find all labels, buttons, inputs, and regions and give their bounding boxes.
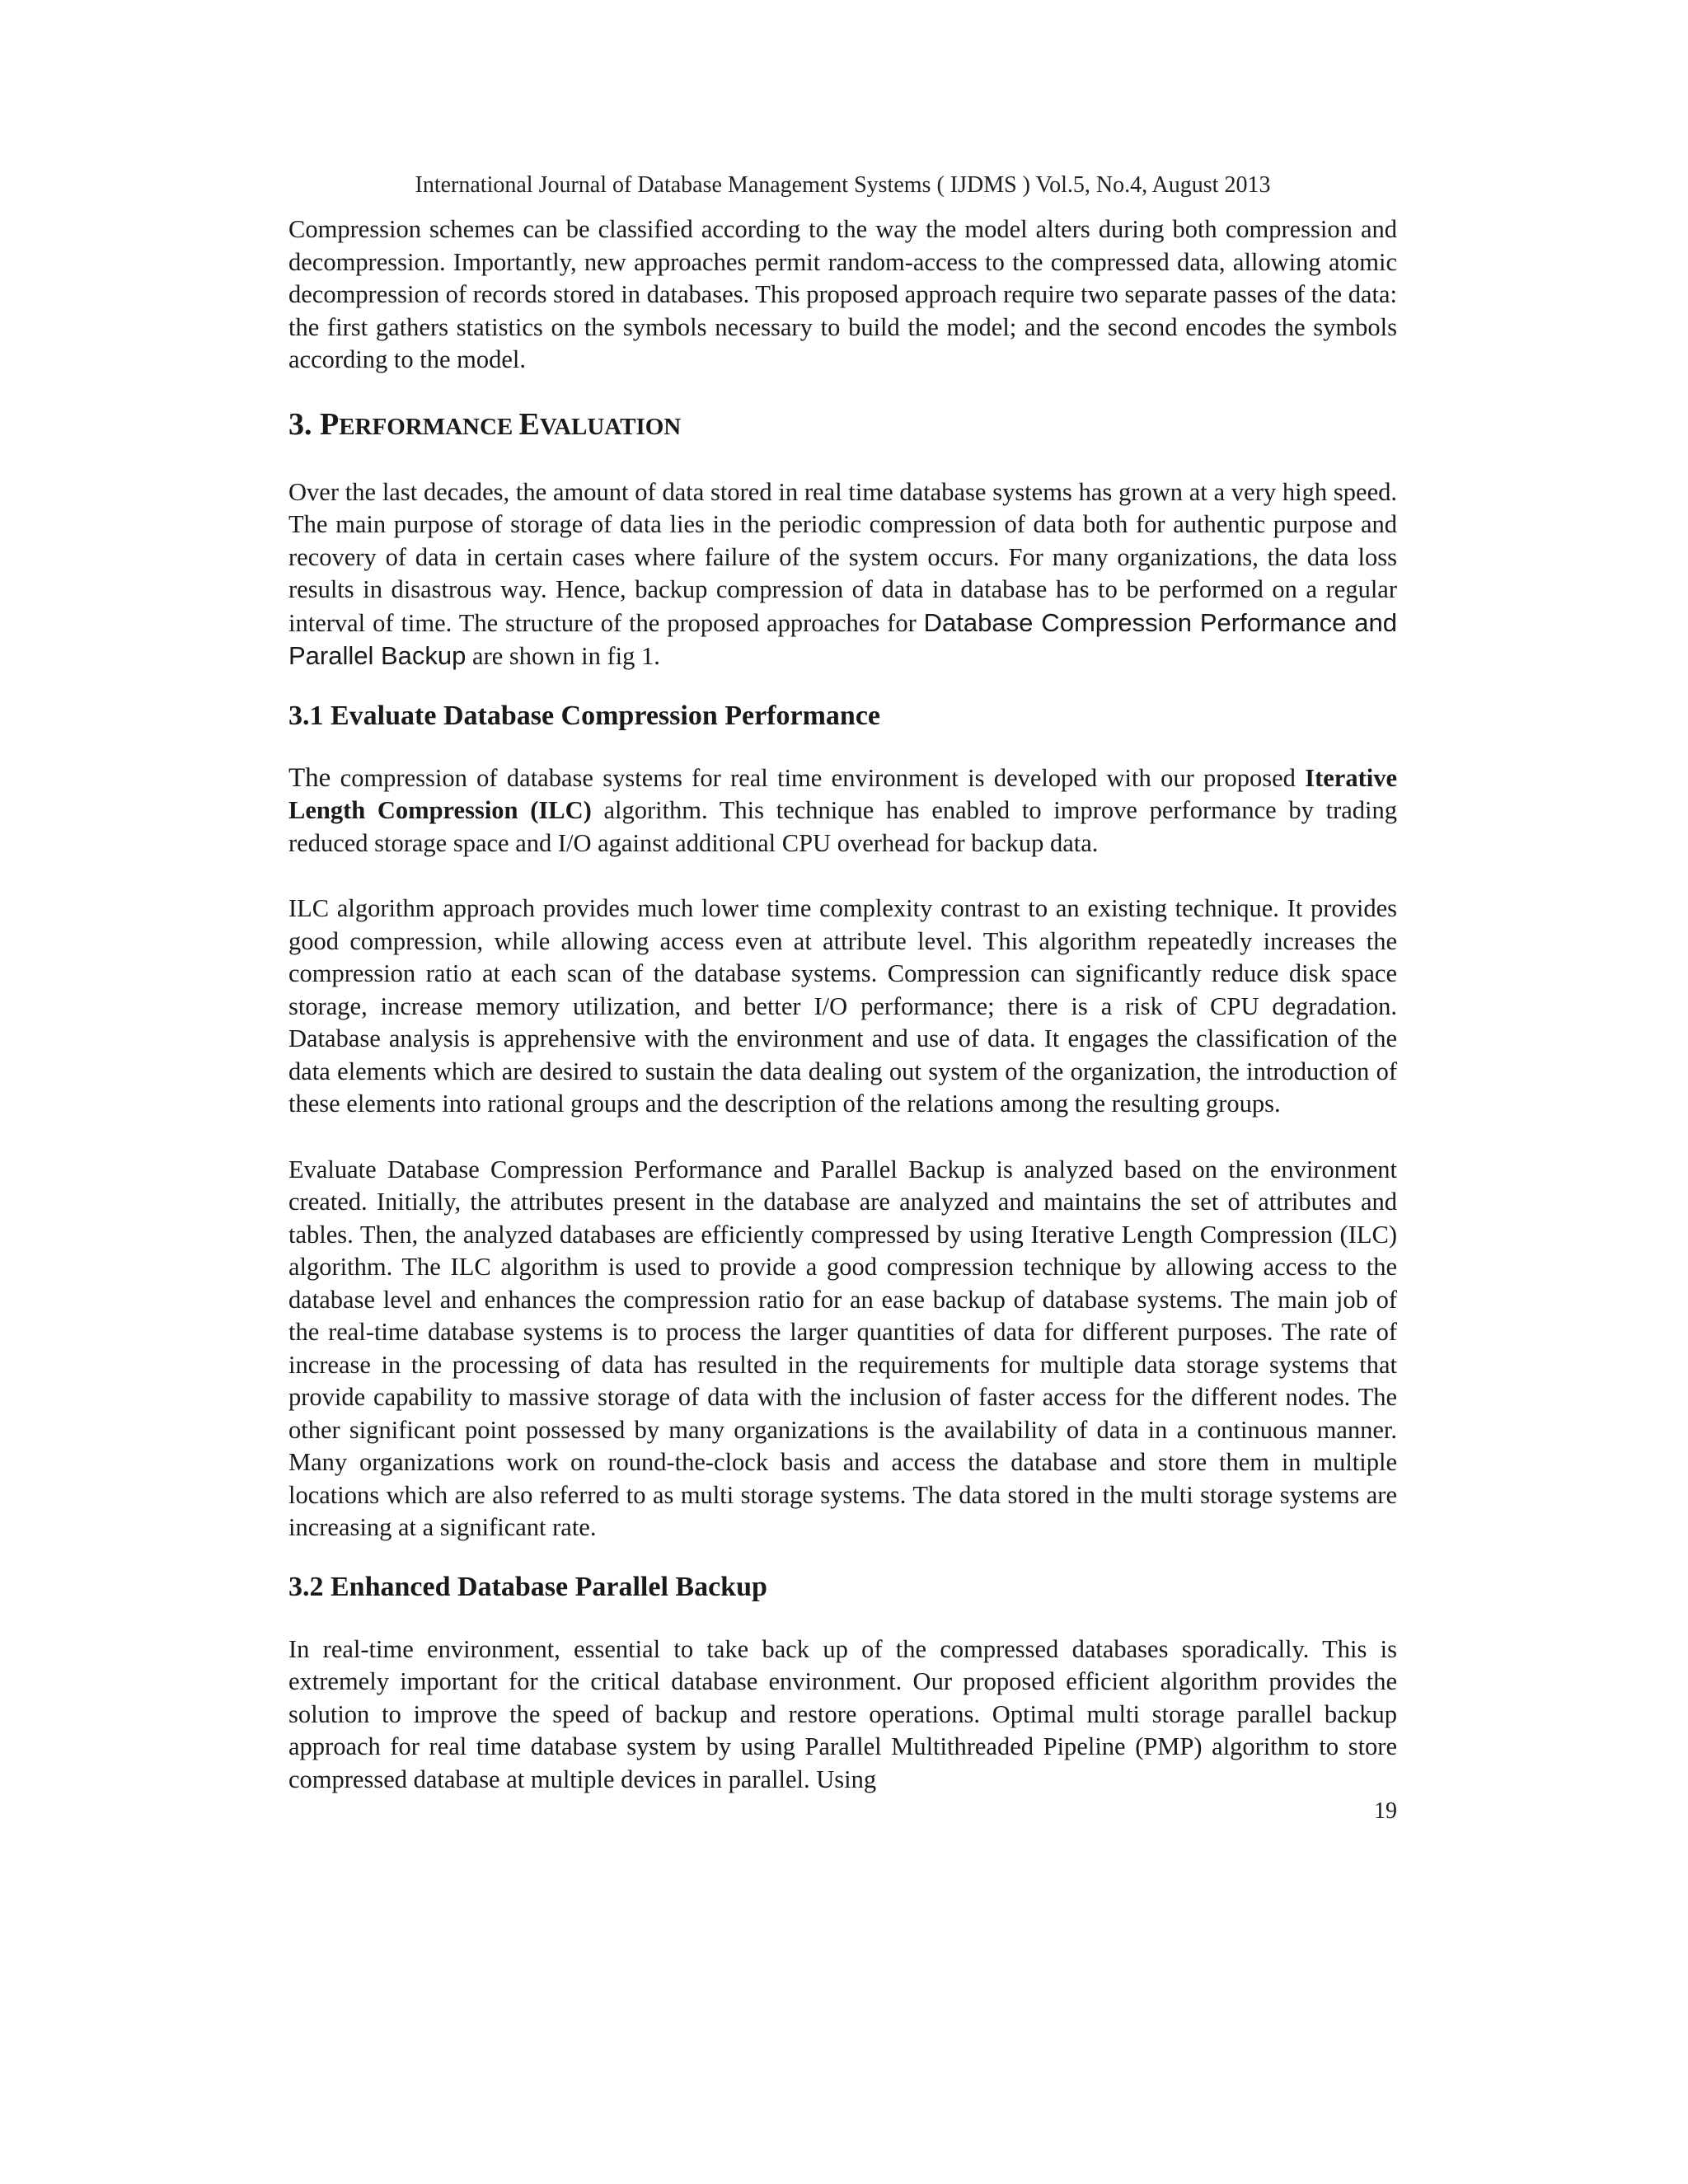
section-3-paragraph xyxy=(288,476,1397,673)
section-3-paragraph-lead: Over the last decades, the amount of data stored in real time database systems has grown at a very high speed. The main purpose of storage of data lies in the periodic compression of data both for authentic purpose and recovery of data in certain cases where failure of the system occurs. For many organizations, the data loss results in disastrous way. Hence, backup compression of data in database has to be performed on a regular interval of time. The structure of the proposed approaches for xyxy=(288,477,1397,637)
section-3-number: 3. xyxy=(288,406,320,442)
section-3-heading xyxy=(288,405,1397,447)
running-header: International Journal of Database Management Systems ( IJDMS ) Vol.5, No.4, August 2013 xyxy=(415,172,1271,198)
section-3-paragraph-sans: Database Compression Performance and Parallel Backup xyxy=(288,607,1397,670)
section-3-title-p-rest: ERFORMANCE xyxy=(339,413,519,440)
paragraph-gap xyxy=(288,860,1397,893)
section-3-2-paragraph-1: In real-time environment, essential to take back up of the compressed databases sporadically. This is extremely important for the critical database environment. Our proposed efficient algorithm provides the solution to improve the speed of backup and restore operations. Optimal multi storage parallel backup approach for real time database system by using Parallel Multithreaded Pipeline (PMP) algorithm to store compressed database at multiple devices in parallel. Using xyxy=(288,1634,1397,1793)
section-3-1-p1-lead: compression of database systems for real time environment is developed with our proposed xyxy=(331,763,1306,792)
paper-page xyxy=(288,169,1397,1825)
section-3-title-p-initial: P xyxy=(320,406,340,442)
section-3-title-e-initial: E xyxy=(518,406,540,442)
paragraph-gap xyxy=(288,1121,1397,1154)
intro-paragraph: Compression schemes can be classified according to the way the model alters during both compression and decompression. Importantly, new approaches permit random-access to the compressed data, allowing atomic decompression of records stored in databases. This proposed approach require two separate passes of the data: the first gathers statistics on the symbols necessary to build the model; and the second encodes the symbols according to the model. xyxy=(288,215,1397,373)
section-3-2-heading: 3.2 Enhanced Database Parallel Backup xyxy=(288,1571,767,1602)
section-3-title-e-rest: VALUATION xyxy=(539,413,682,440)
section-3-1-paragraph-1 xyxy=(288,762,1397,860)
section-3-1-paragraph-2: ILC algorithm approach provides much lower time complexity contrast to an existing technique. It provides good compression, while allowing access even at attribute level. This algorithm repeatedly increases the compression ratio at each scan of the database systems. Compression can significantly reduce disk space storage, increase memory utilization, and better I/O performance; there is a risk of CPU degradation. Database analysis is apprehensive with the environment and use of data. It engages the classification of the data elements which are desired to sustain the data dealing out system of the organization, the introduction of these elements into rational groups and the description of the relations among the resulting groups. xyxy=(288,894,1397,1118)
section-3-1-p1-bold: Iterative Length Compression (ILC) xyxy=(288,763,1397,824)
section-3-1-p1-tail: algorithm. This technique has enabled to improve performance by trading reduced storage space and I/O against additional CPU overhead for backup data. xyxy=(288,796,1397,857)
page-number: 19 xyxy=(1374,1798,1397,1824)
section-3-1-paragraph-3: Evaluate Database Compression Performance and Parallel Backup is analyzed based on the environment created. Initially, the attributes present in the database are analyzed and maintains the set of attributes and tables. Then, the analyzed databases are efficiently compressed by using Iterative Length Compression (ILC) algorithm. The ILC algorithm is used to provide a good compression technique by allowing access to the database level and enhances the compression ratio for an ease backup of database systems. The main job of the real-time database systems is to process the larger quantities of data for different purposes. The rate of increase in the processing of data has resulted in the requirements for multiple data storage systems that provide capability to massive storage of data with the inclusion of faster access for the different nodes. The other significant point possessed by many organizations is the availability of data in a continuous manner. Many organizations work on round-the-clock basis and access the database and store them in multiple locations which are also referred to as multi storage systems. The data stored in the multi storage systems are increasing at a significant rate. xyxy=(288,1155,1397,1541)
section-3-1-p1-first: The xyxy=(288,762,331,793)
section-3-paragraph-tail: are shown in fig 1. xyxy=(466,642,660,670)
section-3-1-heading: 3.1 Evaluate Database Compression Performance xyxy=(288,700,881,731)
